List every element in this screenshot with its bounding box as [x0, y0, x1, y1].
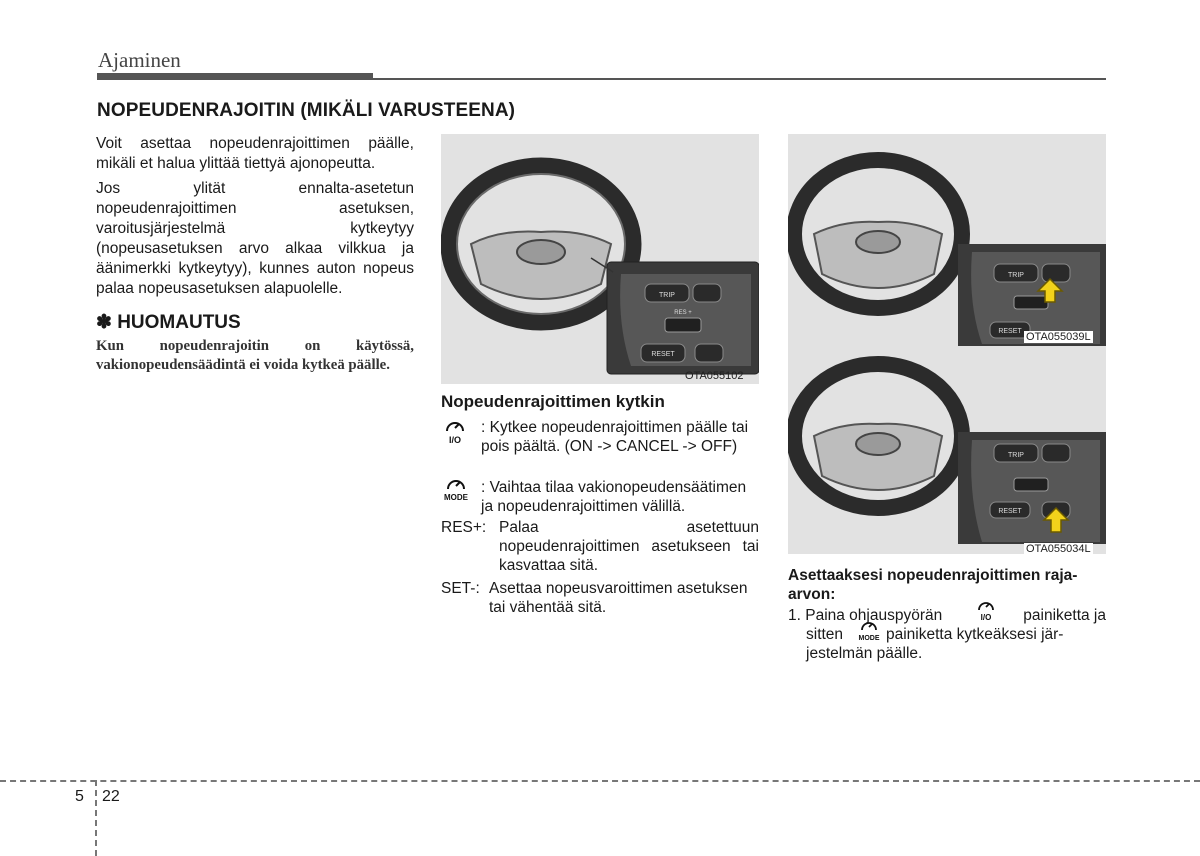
figure-limiter-button [788, 134, 1106, 346]
reset-button-label-2: RESET [998, 328, 1022, 335]
step1-text-b-part: painiketta ja [1023, 607, 1106, 624]
header-rule-thin [373, 78, 1106, 80]
section-header: Ajaminen [98, 48, 181, 72]
footer-rule [0, 780, 1200, 782]
steering-wheel-illustration-3 [788, 346, 1106, 554]
step1-text-c: painiketta kytkeäksesi jär- [886, 626, 1064, 643]
trip-button-label-2: TRIP [1008, 272, 1024, 279]
step1-text-b2: sitten [806, 626, 844, 643]
step1-text-a: 1. Paina ohjauspyörän [788, 607, 943, 624]
figure-label: OTA055102 [685, 370, 744, 382]
switch-item-mode: : Vaihtaa tilaa vakionopeudensäätimen ja nopeudenrajoittimen välillä. [481, 479, 747, 515]
chapter-number: 5 [75, 788, 84, 805]
reset-button-label: RESET [651, 351, 675, 358]
figure-label-3: OTA055034L [1026, 543, 1091, 554]
header-rule-thick [97, 73, 373, 80]
steering-wheel-illustration-2 [788, 134, 1106, 346]
note-heading: ✽ HUOMAUTUS [96, 312, 241, 333]
trip-button-label: TRIP [659, 292, 675, 299]
figure-steering-wheel [441, 134, 759, 384]
switch-item-res: Palaa asetettuun nopeudenrajoittimen asetukseen tai kasvattaa sitä. [499, 519, 759, 574]
speed-limiter-icon [976, 598, 996, 627]
io-label-2: I/O [980, 613, 992, 622]
intro-paragraph-1: Voit asettaa nopeudenrajoittimen päälle, mikäli et halua ylittää tiettyä ajonopeutta. [96, 135, 414, 172]
note-text: Kun nopeudenrajoitin on käytössä, vakionopeudensäädintä ei voida kytkeä päälle. [96, 338, 414, 373]
switch-section-heading: Nopeudenrajoittimen kytkin [441, 392, 665, 411]
figure-label-2: OTA055039L [1026, 331, 1091, 343]
footer-divider [95, 780, 97, 856]
mode-icon [856, 618, 882, 647]
res-key-label: RES+: [441, 519, 487, 536]
switch-item-set: Asettaa nopeusvaroittimen asetuksen tai vähentää sitä. [489, 580, 748, 616]
intro-paragraph-2: Jos ylität ennalta-asetetun nopeudenrajoittimen asetuksen, varoitusjärjestelmä kytkeytyy (nopeusasetuksen arvo alkaa vilkkua ja äänimerkki kytkeytyy), kunnes auton nopeus palaa nopeusasetuksen alapuolelle. [96, 180, 414, 297]
mode-label-2: MODE [858, 635, 880, 642]
trip-button-label-3: TRIP [1008, 452, 1024, 459]
res-button-label: RES + [674, 310, 692, 316]
set-key-label: SET-: [441, 580, 480, 597]
figure-mode-button [788, 346, 1106, 554]
intro-text [96, 134, 414, 304]
mode-label: MODE [444, 493, 468, 502]
reset-button-label-3: RESET [998, 508, 1022, 515]
page-title: NOPEUDENRAJOITIN (MIKÄLI VARUSTEENA) [97, 100, 516, 121]
io-label: I/O [448, 435, 462, 444]
switch-item-onoff: : Kytkee nopeudenrajoittimen päälle tai pois päältä. (ON -> CANCEL -> OFF) [481, 419, 749, 455]
step1-text-d: jestelmän päälle. [806, 645, 923, 662]
page-number: 22 [102, 788, 120, 805]
set-section-heading: Asettaaksesi nopeudenrajoittimen raja-arvon: [788, 567, 1078, 603]
steering-wheel-illustration [441, 134, 759, 384]
